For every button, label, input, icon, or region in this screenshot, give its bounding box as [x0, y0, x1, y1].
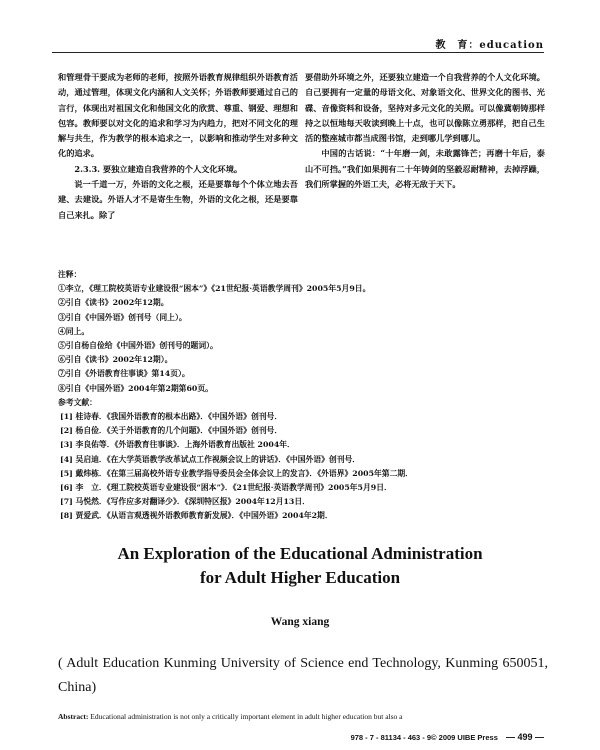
- note-item: ①李立，《理工院校英语专业建设很“困本”》《21世纪报·英语教学周刊》2005年5月9日。: [58, 284, 371, 294]
- right-paragraph-2: 中国的古话说：“十年磨一剑，未敢露锋芒；再磨十年后，泰山不可挡。”我们如果拥有二十年铸剑的坚毅忍耐精神，去掉浮躁，我们所掌握的外语工夫，必将无敌于天下。: [305, 148, 545, 190]
- reference-item: [8] 贾爱武．《从语言观透视外语教师教育新发展》．《中国外语》2004年2期．: [60, 511, 333, 521]
- left-paragraph-1: 和管理骨干要成为老师的老师，按照外语教育规律组织外语教育活动，通过管理，体现文化内涵和人文关怀；外语教师要通过自己的言行，体现出对祖国文化和他国文化的欣赏、尊重、钢爱、理想和包容。教师要以对文化的追求和学习为内趋力，把对不同文化的理解与共生，作为教学的根本追求之一，以影响和推动学生对多种文化的追求。: [58, 72, 298, 159]
- author-affiliation: ( Adult Education Kunming University of Science end Technology, Kunming 650051, China): [58, 656, 548, 695]
- reference-item: [1] 桂诗春．《我国外语教育的根本出路》．《中国外语》创刊号．: [60, 412, 283, 422]
- page-number: — 499 —: [505, 732, 544, 742]
- reference-item: [6] 李 立．《理工院校英语专业建设很“困本”》．《21世纪报·英语教学周刊》2005年5月9日．: [60, 483, 392, 493]
- note-item: ④同上。: [58, 326, 90, 336]
- author-name: Wang xiang: [270, 616, 330, 628]
- note-item: ⑦引自《外语教育往事谈》第14页）。: [58, 369, 190, 379]
- note-item: ⑥引自《读书》2002年12期）。: [58, 355, 173, 365]
- header-rule: [52, 52, 544, 53]
- reference-item: [5] 戴炜栋．《在第三届高校外语专业教学指导委员会全体会议上的发言》．《外语界》2005年第二期．: [60, 468, 413, 478]
- references-label: 参考文献：: [58, 397, 97, 407]
- isbn-line: 978 - 7 - 81134 - 463 - 9© 2009 UIBE Press: [350, 733, 498, 742]
- abstract-label: Abstract:: [58, 712, 89, 721]
- abstract: [58, 712, 558, 721]
- article-title-line-1: An Exploration of the Educational Administration: [117, 544, 483, 563]
- running-header: 教 育：education: [435, 40, 544, 51]
- notes-label: 注释：: [58, 270, 82, 279]
- reference-item: [2] 杨自俭．《关于外语教育的几个问题》．《中国外语》创刊号．: [60, 426, 283, 436]
- notes-section: [58, 268, 548, 524]
- right-paragraph-1: 要借助外环境之外，还要独立建造一个自我营养的个人文化环境。自己要拥有一定量的母语文化、对象语文化、世界文化的图书、光碟、音像资料和设备，坚持对多元文化的关照。可以像冀朝铸那样持之以恒地每天收读到晚上十点，也可以像陈立勇那样，把自己生活的整座城市都当成图书馆，走到哪儿学到哪儿。: [305, 72, 545, 144]
- section-subheading: 2.3.3. 要独立建造自我营养的个人文化环境。: [74, 163, 243, 174]
- page-footer: [351, 732, 544, 742]
- note-item: ⑧引自《中国外语》2004年第2期第60页。: [58, 383, 213, 393]
- reference-item: [3] 李良佑等．《外语教育往事谈》．上海外语教育出版社 2004年．: [60, 440, 295, 450]
- right-column: [305, 70, 545, 192]
- reference-item: [7] 马悦然．《写作应多对翻译少》．《深圳特区报》2004年12月13日．: [60, 497, 310, 507]
- note-item: ⑤引自杨自俭给《中国外语》创刊号的题词）。: [58, 341, 218, 351]
- note-item: ②引自《读书》2002年12期。: [58, 298, 169, 308]
- left-paragraph-2: 说一千道一万，外语的文化之根，还是要靠每个个体立地去吾建、去建设。外语人才不是寄生生物，外语的文化之根，还是要靠自己来扎。除了: [58, 179, 298, 220]
- note-item: ③引自《中国外语》创刊号（同上）。: [58, 312, 187, 322]
- left-column: [58, 70, 298, 223]
- abstract-text: Educational administration is not only a critically important element in adult higher education but also a: [88, 712, 403, 721]
- reference-item: [4] 吴启迪．《在大学英语教学改革试点工作视频会议上的讲话》．《中国外语》创刊号．: [60, 454, 361, 464]
- article-title-line-2: for Adult Higher Education: [199, 568, 401, 587]
- article-title: [0, 542, 600, 590]
